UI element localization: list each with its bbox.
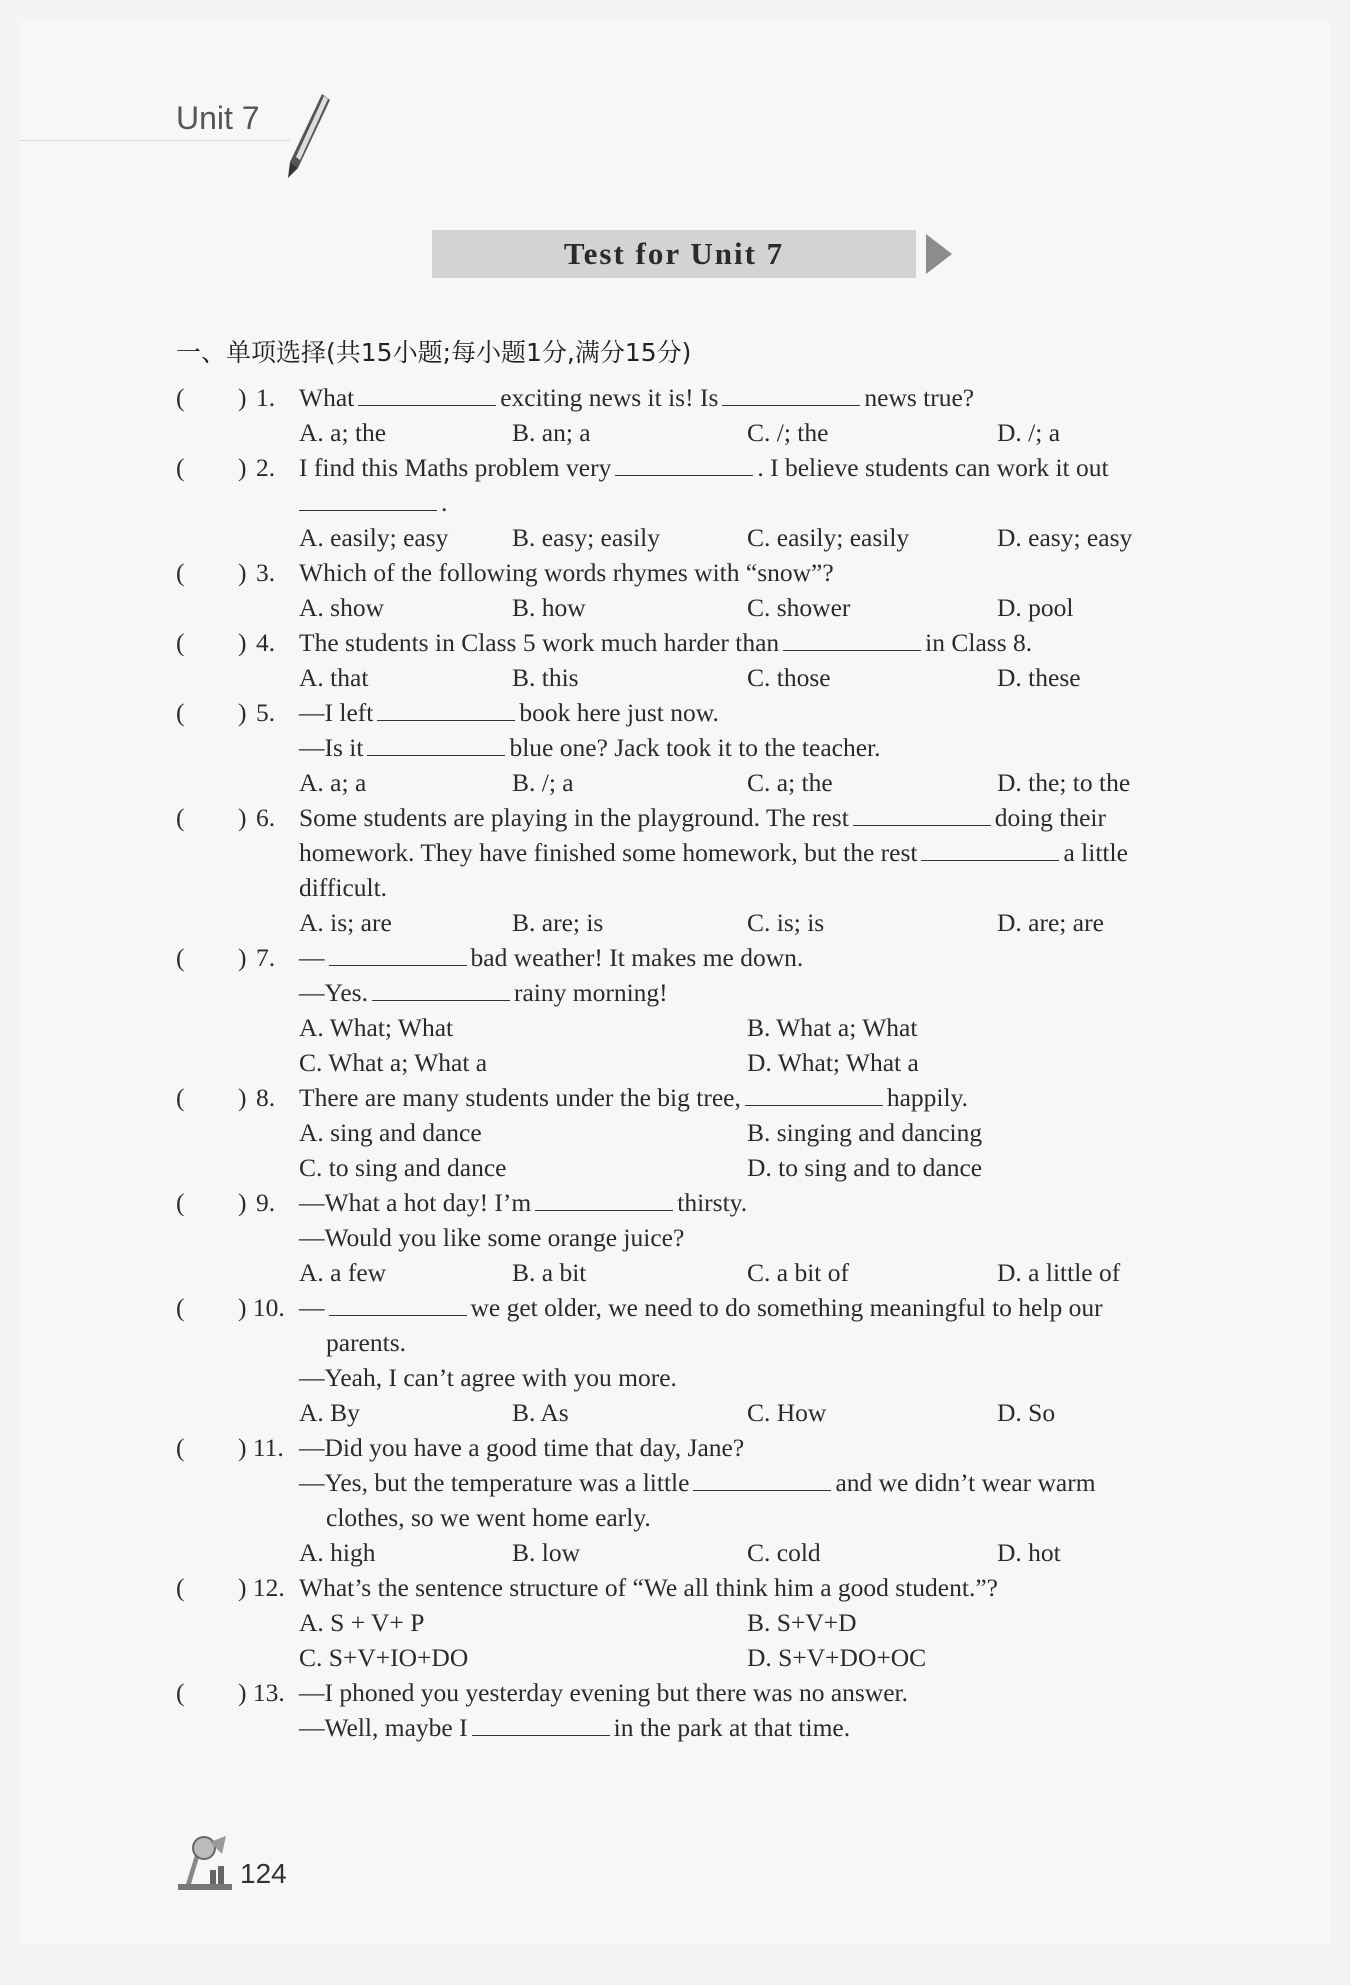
option-b[interactable]: B. are; is [512,908,604,937]
option-c[interactable]: C. S+V+IO+DO [299,1643,469,1672]
options-row [176,1255,1236,1290]
option-d[interactable]: D. /; a [997,418,1061,447]
question-continuation [176,1360,1236,1395]
options-row [176,1535,1236,1570]
answer-blank[interactable] [693,1470,831,1491]
question-text: What exciting news it is! Is news true? [299,383,975,412]
answer-paren-open: ( [176,453,185,482]
question-text: homework. They have finished some homework, but the rest a little [299,838,1128,867]
question-1 [176,380,1236,415]
option-b[interactable]: B. /; a [512,768,574,797]
option-c[interactable]: C. easily; easily [747,523,910,552]
answer-blank[interactable] [921,840,1059,861]
question-continuation [176,975,1236,1010]
question-13 [176,1675,1236,1710]
option-c[interactable]: C. /; the [747,418,829,447]
question-10 [176,1290,1236,1325]
answer-blank[interactable] [722,385,860,406]
answer-paren-close: ) [238,383,247,412]
option-a[interactable]: A. a few [299,1258,387,1287]
option-d[interactable]: D. the; to the [997,768,1131,797]
test-title: Test for Unit 7 [563,236,785,271]
option-a[interactable]: A. that [299,663,369,692]
answer-paren-close: ) [238,943,247,972]
answer-blank[interactable] [372,980,510,1001]
question-12 [176,1570,1236,1605]
question-number: ) 12. [238,1573,285,1602]
options-row [176,905,1236,940]
answer-blank[interactable] [329,1295,467,1316]
question-continuation [176,870,1236,905]
question-text: —Did you have a good time that day, Jane? [299,1433,745,1462]
answer-paren-open: ( [176,1433,185,1462]
arrow-right-icon [922,230,954,278]
question-7 [176,940,1236,975]
test-title-banner [432,230,916,278]
answer-paren-open: ( [176,943,185,972]
option-b[interactable]: B. What a; What [747,1013,918,1042]
question-text: Which of the following words rhymes with “snow”? [299,558,834,587]
option-a[interactable]: A. a; a [299,768,367,797]
option-b[interactable]: B. low [512,1538,581,1567]
option-d[interactable]: D. What; What a [747,1048,919,1077]
option-a[interactable]: A. By [299,1398,360,1427]
question-number: 1. [256,383,276,412]
option-c[interactable]: C. shower [747,593,851,622]
answer-blank[interactable] [853,805,991,826]
option-c[interactable]: C. to sing and dance [299,1153,507,1182]
answer-paren-open: ( [176,1678,185,1707]
answer-blank[interactable] [367,735,505,756]
option-b[interactable]: B. an; a [512,418,591,447]
question-text: —I left book here just now. [299,698,719,727]
question-text: clothes, so we went home early. [326,1503,651,1532]
question-5 [176,695,1236,730]
option-d[interactable]: D. S+V+DO+OC [747,1643,927,1672]
answer-paren-close: ) [238,803,247,832]
question-number: ) 13. [238,1678,285,1707]
options-row [176,1640,1236,1675]
answer-blank[interactable] [329,945,467,966]
answer-paren-open: ( [176,558,185,587]
question-number: 5. [256,698,276,727]
question-text: —Yeah, I can’t agree with you more. [299,1363,677,1392]
question-text: parents. [326,1328,407,1357]
option-d[interactable]: D. these [997,663,1081,692]
desk-lamp-icon [174,1832,236,1892]
unit-header: Unit 7 [176,100,260,136]
question-text: —I phoned you yesterday evening but there was no answer. [299,1678,908,1707]
section-heading: 一、单项选择(共15小题;每小题1分,满分15分) [176,338,692,367]
answer-paren-close: ) [238,1188,247,1217]
option-b[interactable]: B. how [512,593,586,622]
option-d[interactable]: D. hot [997,1538,1061,1567]
answer-paren-open: ( [176,1188,185,1217]
option-b[interactable]: B. As [512,1398,569,1427]
question-continuation [176,1220,1236,1255]
option-c[interactable]: C. How [747,1398,827,1427]
option-d[interactable]: D. pool [997,593,1074,622]
option-d[interactable]: D. So [997,1398,1056,1427]
question-6 [176,800,1236,835]
question-text: What’s the sentence structure of “We all think him a good student.”? [299,1573,998,1602]
question-list [176,380,1236,1745]
question-number: 6. [256,803,276,832]
option-a[interactable]: A. What; What [299,1013,454,1042]
question-text: The students in Class 5 work much harder than in Class 8. [299,628,1033,657]
question-text: —What a hot day! I’m thirsty. [299,1188,748,1217]
answer-paren-open: ( [176,803,185,832]
workbook-page [20,20,1330,1945]
options-row [176,1010,1236,1045]
option-d[interactable]: D. easy; easy [997,523,1133,552]
options-row [176,1395,1236,1430]
options-row [176,590,1236,625]
options-row [176,415,1236,450]
question-continuation [176,1465,1236,1500]
answer-paren-open: ( [176,383,185,412]
option-d[interactable]: D. are; are [997,908,1104,937]
question-8 [176,1080,1236,1115]
question-text: —Yes. rainy morning! [299,978,668,1007]
question-text: —Would you like some orange juice? [299,1223,685,1252]
answer-paren-close: ) [238,698,247,727]
answer-blank[interactable] [535,1190,673,1211]
question-text: . [299,485,447,520]
option-a[interactable]: A. easily; easy [299,523,449,552]
question-number: 9. [256,1188,276,1217]
option-a[interactable]: A. a; the [299,418,387,447]
question-text: —Is it blue one? Jack took it to the teacher. [299,733,881,762]
answer-blank[interactable] [783,630,921,651]
header-rule [20,140,290,141]
option-a[interactable]: A. is; are [299,908,392,937]
answer-blank[interactable] [358,385,496,406]
answer-paren-open: ( [176,698,185,727]
question-number: 7. [256,943,276,972]
answer-paren-close: ) [238,1083,247,1112]
option-b[interactable]: B. singing and dancing [747,1118,983,1147]
option-a[interactable]: A. S + V+ P [299,1608,425,1637]
option-c[interactable]: C. is; is [747,908,825,937]
question-continuation [176,730,1236,765]
question-number: ) 11. [238,1433,284,1462]
options-row [176,1150,1236,1185]
answer-paren-open: ( [176,1293,185,1322]
pen-icon [282,90,334,180]
question-continuation [176,835,1236,870]
answer-paren-open: ( [176,1083,185,1112]
answer-paren-close: ) [238,558,247,587]
option-b[interactable]: B. easy; easily [512,523,661,552]
option-b[interactable]: B. this [512,663,579,692]
answer-blank[interactable] [377,700,515,721]
question-text: — we get older, we need to do something meaningful to help our [299,1293,1103,1322]
option-c[interactable]: C. a bit of [747,1258,849,1287]
question-4 [176,625,1236,660]
question-11 [176,1430,1236,1465]
question-2 [176,450,1236,485]
question-continuation [176,1500,1236,1535]
question-number: 3. [256,558,276,587]
options-row [176,1605,1236,1640]
question-continuation [176,485,1236,520]
question-text: —Yes, but the temperature was a little and we didn’t wear warm [299,1468,1096,1497]
answer-paren-open: ( [176,628,185,657]
option-b[interactable]: B. S+V+D [747,1608,857,1637]
options-row [176,520,1236,555]
question-text: — bad weather! It makes me down. [299,943,804,972]
question-number: 2. [256,453,276,482]
question-9 [176,1185,1236,1220]
answer-paren-close: ) [238,453,247,482]
question-continuation [176,1710,1236,1745]
question-continuation [176,1325,1236,1360]
question-text: There are many students under the big tree, happily. [299,1083,969,1112]
option-c[interactable]: C. a; the [747,768,833,797]
option-a[interactable]: A. high [299,1538,376,1567]
options-row [176,765,1236,800]
option-c[interactable]: C. What a; What a [299,1048,488,1077]
question-number: 4. [256,628,276,657]
question-text: —Well, maybe I in the park at that time. [299,1713,851,1742]
question-3 [176,555,1236,590]
option-d[interactable]: D. a little of [997,1258,1121,1287]
options-row [176,660,1236,695]
option-c[interactable]: C. cold [747,1538,821,1567]
page-number: 124 [240,1858,287,1889]
answer-paren-open: ( [176,1573,185,1602]
option-a[interactable]: A. show [299,593,385,622]
question-number: ) 10. [238,1293,285,1322]
answer-blank[interactable] [615,455,753,476]
option-c[interactable]: C. those [747,663,831,692]
question-number: 8. [256,1083,276,1112]
options-row [176,1045,1236,1080]
question-text: Some students are playing in the playground. The rest doing their [299,803,1106,832]
option-a[interactable]: A. sing and dance [299,1118,482,1147]
question-text: I find this Maths problem very . I believe students can work it out [299,453,1109,482]
options-row [176,1115,1236,1150]
question-text: difficult. [299,873,388,902]
answer-blank[interactable] [299,490,437,511]
option-d[interactable]: D. to sing and to dance [747,1153,983,1182]
option-b[interactable]: B. a bit [512,1258,587,1287]
answer-paren-close: ) [238,628,247,657]
answer-blank[interactable] [472,1715,610,1736]
answer-blank[interactable] [745,1085,883,1106]
